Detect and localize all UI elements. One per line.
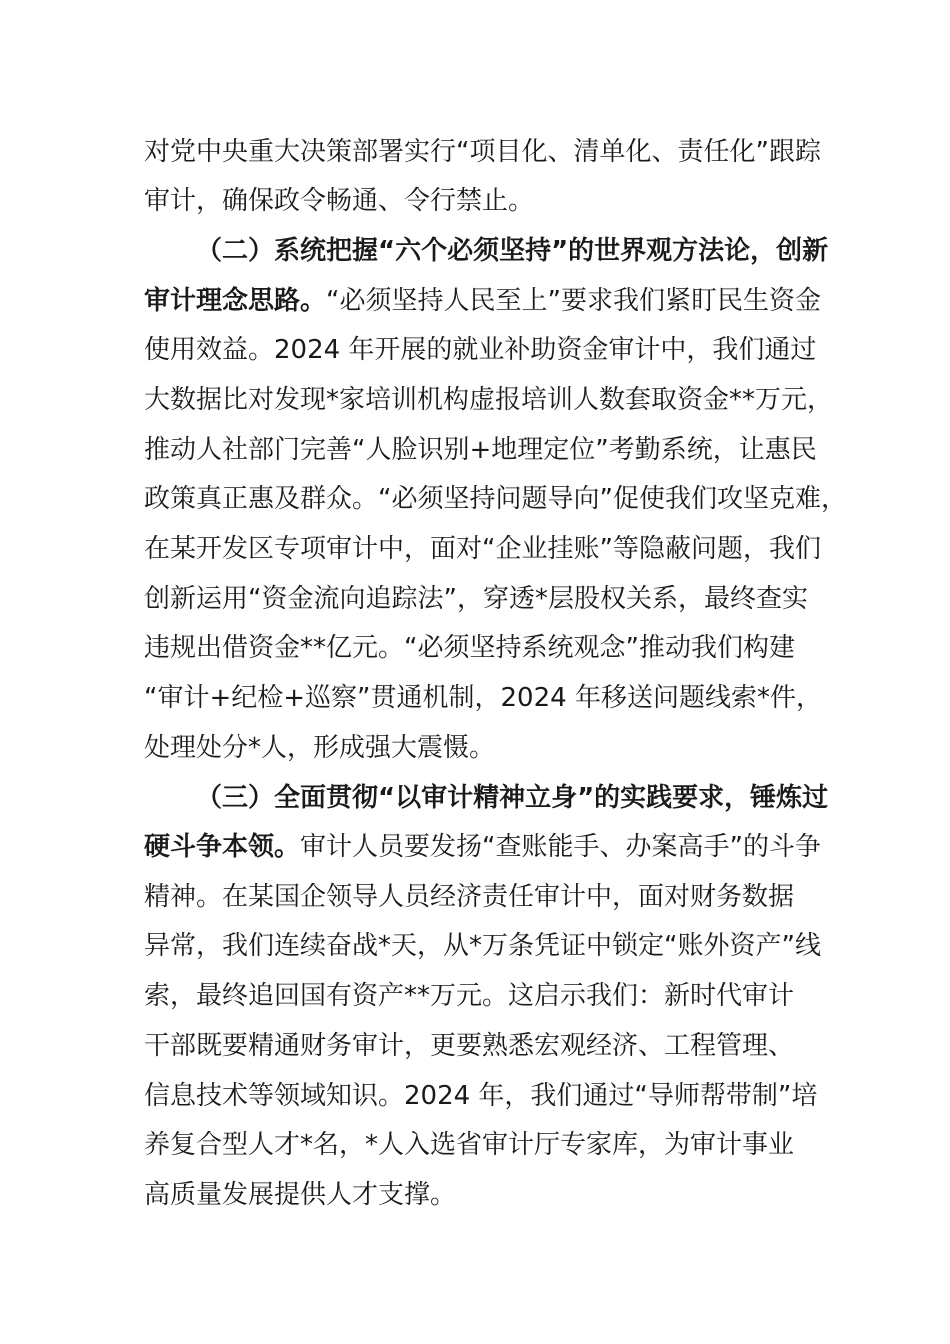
intro-line: 对党中央重大决策部署实行“项目化、清单化、责任化”跟踪 xyxy=(144,137,821,167)
section3-body-line: 索，最终追回国有资产**万元。这启示我们：新时代审计 xyxy=(144,981,795,1011)
section3-heading-bold: 硬斗争本领。 xyxy=(144,832,301,862)
section2-body-line: 政策真正惠及群众。“必须坚持问题导向”促使我们攻坚克难， xyxy=(144,484,847,514)
section3-body-line: 养复合型人才*名，*人入选省审计厅专家库，为审计事业 xyxy=(144,1130,795,1160)
section2-body-line: “审计+纪检+巡察”贯通机制，2024 年移送问题线索*件， xyxy=(144,683,822,713)
section2-heading-line2 xyxy=(144,284,821,318)
section2-heading-rest: “必须坚持人民至上”要求我们紧盯民生资金 xyxy=(326,286,821,316)
section2-body-line: 在某开发区专项审计中，面对“企业挂账”等隐蔽问题，我们 xyxy=(144,534,821,564)
section2-body-line: 创新运用“资金流向追踪法”，穿透*层股权关系，最终查实 xyxy=(144,584,808,614)
section3-heading: （三）全面贯彻“以审计精神立身”的实践要求，锤炼过 xyxy=(196,783,829,813)
section2-body-line: 大数据比对发现*家培训机构虚报培训人数套取资金**万元， xyxy=(144,385,834,415)
section2-heading-bold: 审计理念思路。 xyxy=(144,286,327,316)
section3-heading-line2 xyxy=(144,830,821,864)
section3-body-line: 精神。在某国企领导人员经济责任审计中，面对财务数据 xyxy=(144,882,795,912)
section3-heading-rest: 审计人员要发扬“查账能手、办案高手”的斗争 xyxy=(300,832,821,862)
section3-body-line: 高质量发展提供人才支撑。 xyxy=(144,1180,457,1210)
section3-body-line: 信息技术等领域知识。2024 年，我们通过“导师帮带制”培 xyxy=(144,1081,818,1111)
section2-body-line: 使用效益。2024 年开展的就业补助资金审计中，我们通过 xyxy=(144,335,817,365)
section2-body-line: 推动人社部门完善“人脸识别+地理定位”考勤系统，让惠民 xyxy=(144,435,817,465)
section3-body-line: 干部既要精通财务审计，更要熟悉宏观经济、工程管理、 xyxy=(144,1031,795,1061)
section2-heading: （二）系统把握“六个必须坚持”的世界观方法论，创新 xyxy=(196,236,829,266)
section2-body-line: 处理处分*人，形成强大震慑。 xyxy=(144,733,496,763)
intro-line: 审计，确保政令畅通、令行禁止。 xyxy=(144,186,535,216)
section3-body-line: 异常，我们连续奋战*天，从*万条凭证中锁定“账外资产”线 xyxy=(144,931,821,961)
section2-body-line: 违规出借资金**亿元。“必须坚持系统观念”推动我们构建 xyxy=(144,633,795,663)
